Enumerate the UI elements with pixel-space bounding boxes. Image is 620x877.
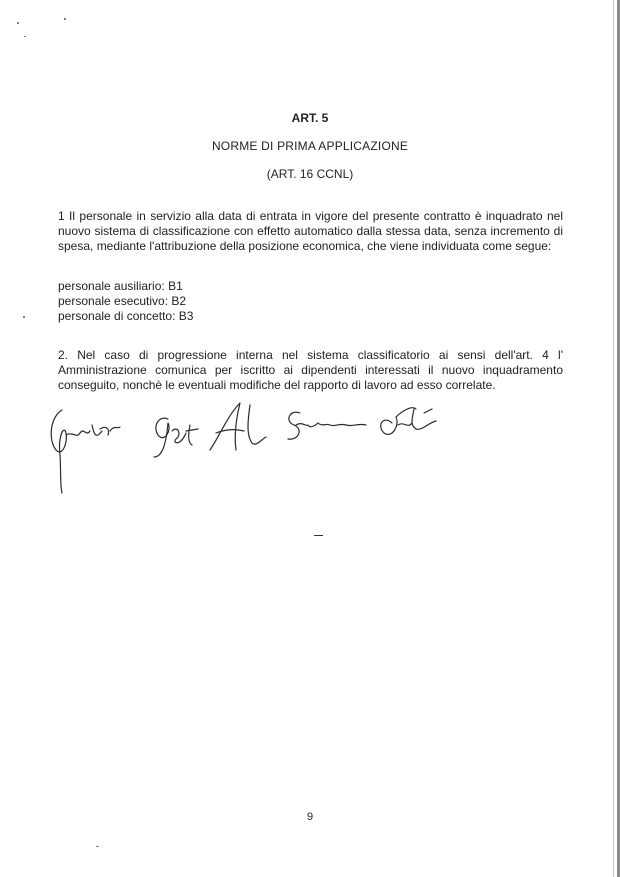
paragraph-2: 2. Nel caso di progressione interna nel sistema classificatorio ai sensi dell'art. 4 l' Amministrazione comunica per iscritto ai dipendenti interessati il nuovo inquadramento conseguito, nonchè le eventuali modifiche del rapporto di lavoro ad esso correlate. [58, 348, 563, 392]
article-reference: (ART. 16 CCNL) [266, 167, 354, 181]
signature-2 [154, 418, 198, 457]
page-edge-line [613, 0, 614, 877]
handwritten-signatures [40, 395, 460, 500]
list-item: personale esecutivo: B2 [58, 294, 187, 308]
signature-5 [381, 408, 436, 435]
list-item: personale di concetto: B3 [58, 309, 194, 323]
scan-speck [96, 846, 99, 847]
scan-speck [17, 22, 19, 24]
signature-4 [288, 412, 366, 439]
page-number: 9 [306, 811, 314, 823]
list-item: personale ausiliario: B1 [58, 279, 183, 293]
separator-dash [314, 535, 323, 536]
scan-speck [23, 316, 25, 318]
classification-list [58, 279, 193, 324]
scan-speck [64, 18, 66, 20]
paragraph-1: 1 Il personale in servizio alla data di entrata in vigore del presente contratto è inquadrato nel nuovo sistema di classificazione con effetto automatico dalla stessa data, senza incremento di spesa, mediante l'attribuzione della posizione economica, che viene individuata come segue: [58, 209, 563, 253]
signature-1 [51, 410, 120, 493]
scan-speck [24, 36, 26, 37]
article-title: NORME DI PRIMA APPLICAZIONE [211, 139, 409, 153]
signature-3 [210, 403, 266, 450]
article-number: ART. 5 [291, 111, 329, 125]
